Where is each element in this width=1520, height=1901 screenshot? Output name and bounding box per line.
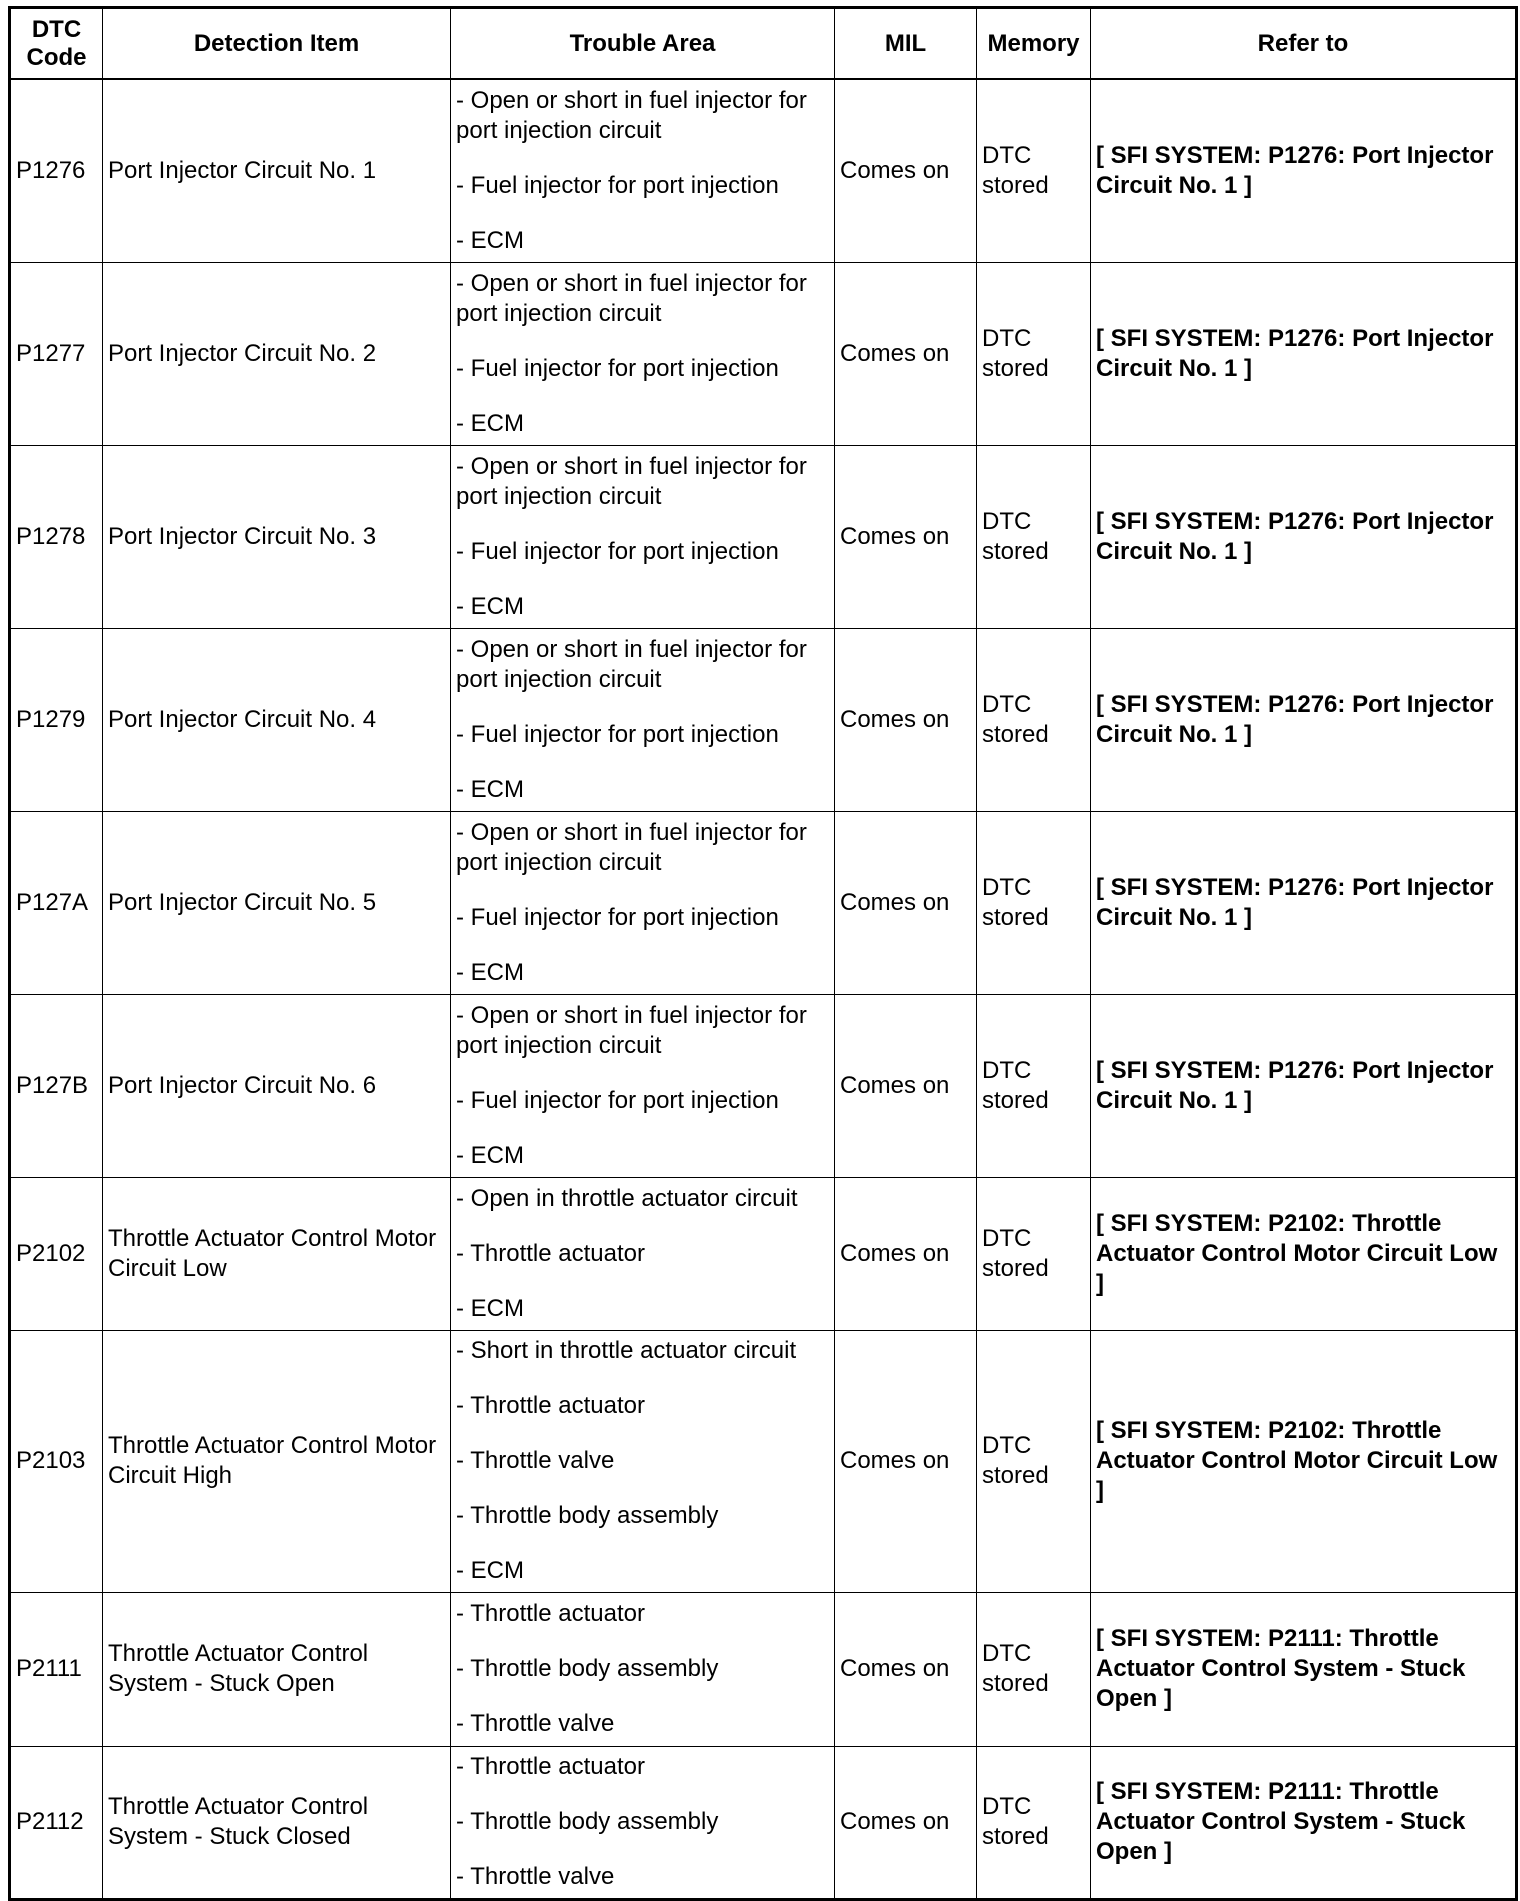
detection-item-cell: Port Injector Circuit No. 1: [103, 79, 451, 262]
header-trouble-area: Trouble Area: [451, 8, 835, 80]
memory-cell: [977, 445, 1091, 628]
memory-line: DTC: [982, 1056, 1032, 1084]
dtc-code-cell: P1278: [10, 445, 103, 628]
dtc-code-cell: P127B: [10, 994, 103, 1177]
table-body: [10, 79, 1517, 1899]
trouble-area-item: - Throttle valve: [456, 1710, 615, 1737]
memory-line: stored: [982, 1670, 1049, 1697]
dtc-code-cell: P2103: [10, 1330, 103, 1592]
dtc-code-cell: P127A: [10, 811, 103, 994]
memory-line: DTC: [982, 141, 1032, 169]
detection-item-cell: Throttle Actuator Control System - Stuck Open: [103, 1592, 451, 1746]
memory-line: stored: [982, 1254, 1049, 1282]
mil-cell: Comes on: [835, 445, 977, 628]
table-row: [10, 628, 1517, 811]
mil-cell: Comes on: [835, 1592, 977, 1746]
header-detection-item: Detection Item: [103, 8, 451, 80]
trouble-area-item: - Throttle actuator: [456, 1239, 645, 1267]
trouble-area-item: - Throttle actuator: [456, 1600, 645, 1627]
table-row: [10, 262, 1517, 445]
dtc-code-cell: P2102: [10, 1177, 103, 1330]
trouble-area-item: - Throttle valve: [456, 1863, 615, 1890]
memory-line: stored: [982, 1086, 1049, 1114]
detection-item-cell: Port Injector Circuit No. 5: [103, 811, 451, 994]
trouble-area-item: - Fuel injector for port injection: [456, 720, 779, 748]
refer-to-cell: [ SFI SYSTEM: P2102: Throttle Actuator Control Motor Circuit Low ]: [1091, 1330, 1517, 1592]
refer-to-cell: [ SFI SYSTEM: P1276: Port Injector Circuit No. 1 ]: [1091, 262, 1517, 445]
mil-cell: Comes on: [835, 811, 977, 994]
table-row: [10, 1330, 1517, 1592]
trouble-area-item: - Throttle body assembly: [456, 1808, 719, 1835]
memory-line: DTC: [982, 1793, 1032, 1820]
table-row: [10, 1177, 1517, 1330]
trouble-area-item: - ECM: [456, 958, 524, 986]
memory-line: stored: [982, 720, 1049, 748]
refer-to-cell: [ SFI SYSTEM: P2102: Throttle Actuator Control Motor Circuit Low ]: [1091, 1177, 1517, 1330]
table-row: [10, 1746, 1517, 1899]
trouble-area-cell: [451, 1746, 835, 1899]
mil-cell: Comes on: [835, 628, 977, 811]
trouble-area-item: - Open or short in fuel injector for port injection circuit: [456, 818, 807, 876]
memory-cell: [977, 811, 1091, 994]
trouble-area-item: - Throttle body assembly: [456, 1655, 719, 1682]
mil-cell: Comes on: [835, 1746, 977, 1899]
dtc-code-cell: P2111: [10, 1592, 103, 1746]
memory-cell: [977, 79, 1091, 262]
trouble-area-cell: [451, 811, 835, 994]
table-row: [10, 1592, 1517, 1746]
trouble-area-cell: [451, 1592, 835, 1746]
trouble-area-item: - Throttle actuator: [456, 1753, 645, 1780]
trouble-area-item: - ECM: [456, 226, 524, 254]
refer-to-cell: [ SFI SYSTEM: P2111: Throttle Actuator Control System - Stuck Open ]: [1091, 1746, 1517, 1899]
trouble-area-item: - ECM: [456, 775, 524, 803]
dtc-code-cell: P1277: [10, 262, 103, 445]
trouble-area-cell: [451, 994, 835, 1177]
refer-to-cell: [ SFI SYSTEM: P1276: Port Injector Circuit No. 1 ]: [1091, 811, 1517, 994]
trouble-area-item: - ECM: [456, 1141, 524, 1169]
memory-line: DTC: [982, 1640, 1032, 1667]
memory-line: stored: [982, 1823, 1049, 1850]
trouble-area-item: - Open or short in fuel injector for port injection circuit: [456, 452, 807, 510]
table-row: [10, 445, 1517, 628]
table-header: [10, 8, 1517, 80]
mil-cell: Comes on: [835, 994, 977, 1177]
trouble-area-item: - ECM: [456, 1557, 524, 1584]
trouble-area-item: - Open or short in fuel injector for port injection circuit: [456, 269, 807, 327]
header-refer-to: Refer to: [1091, 8, 1517, 80]
memory-cell: [977, 1592, 1091, 1746]
trouble-area-item: - Fuel injector for port injection: [456, 537, 779, 565]
trouble-area-item: - ECM: [456, 1294, 524, 1322]
trouble-area-item: - Fuel injector for port injection: [456, 1086, 779, 1114]
detection-item-cell: Port Injector Circuit No. 4: [103, 628, 451, 811]
memory-line: DTC: [982, 1432, 1032, 1459]
memory-line: DTC: [982, 1224, 1032, 1252]
detection-item-cell: Throttle Actuator Control Motor Circuit Low: [103, 1177, 451, 1330]
refer-to-cell: [ SFI SYSTEM: P2111: Throttle Actuator Control System - Stuck Open ]: [1091, 1592, 1517, 1746]
header-row: [10, 8, 1517, 80]
detection-item-cell: Port Injector Circuit No. 6: [103, 994, 451, 1177]
trouble-area-cell: [451, 628, 835, 811]
table-row: [10, 994, 1517, 1177]
trouble-area-item: - Throttle body assembly: [456, 1502, 719, 1529]
trouble-area-item: - ECM: [456, 409, 524, 437]
trouble-area-item: - Fuel injector for port injection: [456, 903, 779, 931]
header-dtc-code: DTC Code: [10, 8, 103, 80]
refer-to-cell: [ SFI SYSTEM: P1276: Port Injector Circuit No. 1 ]: [1091, 994, 1517, 1177]
memory-cell: [977, 1177, 1091, 1330]
dtc-table: [8, 6, 1518, 1901]
trouble-area-cell: [451, 1330, 835, 1592]
header-mil: MIL: [835, 8, 977, 80]
detection-item-cell: Throttle Actuator Control System - Stuck Closed: [103, 1746, 451, 1899]
memory-line: DTC: [982, 324, 1032, 352]
trouble-area-cell: [451, 445, 835, 628]
memory-line: stored: [982, 1462, 1049, 1489]
memory-line: DTC: [982, 507, 1032, 535]
memory-cell: [977, 628, 1091, 811]
trouble-area-item: - Throttle valve: [456, 1447, 615, 1474]
trouble-area-item: - Fuel injector for port injection: [456, 171, 779, 199]
memory-cell: [977, 994, 1091, 1177]
trouble-area-cell: [451, 262, 835, 445]
memory-line: stored: [982, 903, 1049, 931]
memory-cell: [977, 262, 1091, 445]
refer-to-cell: [ SFI SYSTEM: P1276: Port Injector Circuit No. 1 ]: [1091, 445, 1517, 628]
trouble-area-item: - Throttle actuator: [456, 1392, 645, 1419]
mil-cell: Comes on: [835, 1177, 977, 1330]
trouble-area-item: - Open or short in fuel injector for port injection circuit: [456, 86, 807, 144]
trouble-area-item: - Open or short in fuel injector for port injection circuit: [456, 635, 807, 693]
refer-to-cell: [ SFI SYSTEM: P1276: Port Injector Circuit No. 1 ]: [1091, 79, 1517, 262]
memory-cell: [977, 1330, 1091, 1592]
trouble-area-cell: [451, 79, 835, 262]
trouble-area-item: - Short in throttle actuator circuit: [456, 1337, 797, 1364]
table-row: [10, 79, 1517, 262]
header-memory: Memory: [977, 8, 1091, 80]
detection-item-cell: Port Injector Circuit No. 3: [103, 445, 451, 628]
memory-line: DTC: [982, 873, 1032, 901]
dtc-code-cell: P1279: [10, 628, 103, 811]
memory-line: stored: [982, 171, 1049, 199]
trouble-area-cell: [451, 1177, 835, 1330]
trouble-area-item: - Fuel injector for port injection: [456, 354, 779, 382]
mil-cell: Comes on: [835, 1330, 977, 1592]
memory-line: stored: [982, 354, 1049, 382]
trouble-area-item: - Open in throttle actuator circuit: [456, 1184, 798, 1212]
dtc-code-cell: P2112: [10, 1746, 103, 1899]
memory-line: DTC: [982, 690, 1032, 718]
mil-cell: Comes on: [835, 262, 977, 445]
memory-line: stored: [982, 537, 1049, 565]
table-row: [10, 811, 1517, 994]
trouble-area-item: - Open or short in fuel injector for port injection circuit: [456, 1001, 807, 1059]
mil-cell: Comes on: [835, 79, 977, 262]
detection-item-cell: Port Injector Circuit No. 2: [103, 262, 451, 445]
refer-to-cell: [ SFI SYSTEM: P1276: Port Injector Circuit No. 1 ]: [1091, 628, 1517, 811]
trouble-area-item: - ECM: [456, 592, 524, 620]
dtc-code-cell: P1276: [10, 79, 103, 262]
memory-cell: [977, 1746, 1091, 1899]
detection-item-cell: Throttle Actuator Control Motor Circuit High: [103, 1330, 451, 1592]
